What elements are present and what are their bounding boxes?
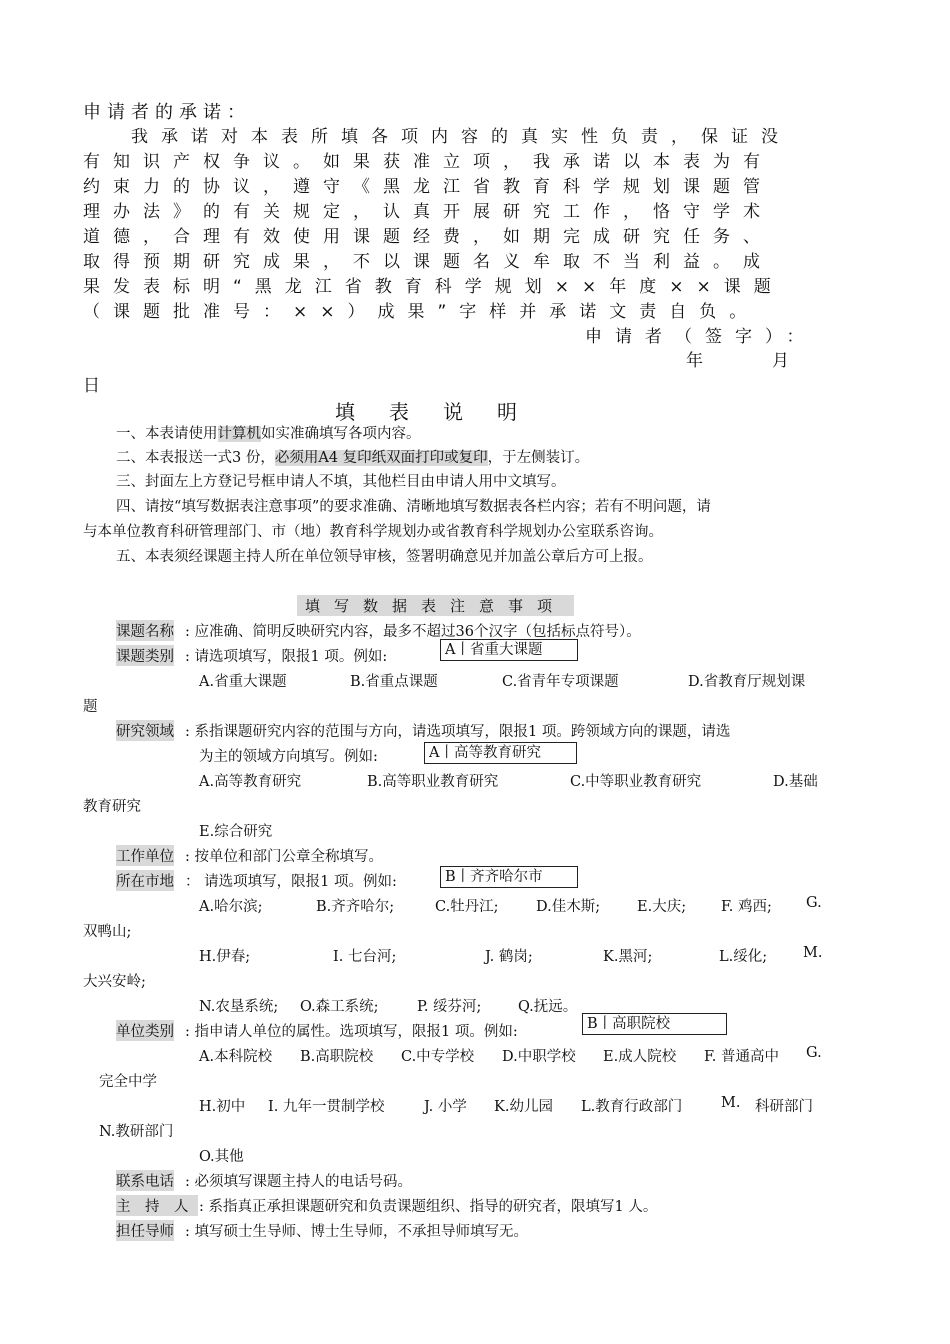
mentor-text: : 填写硕士生导师、博士生导师，不承担导师填写无。: [185, 1224, 528, 1240]
topic-type-option-c: C.省青年专项课题: [502, 674, 619, 690]
city-option-e: E.大庆;: [637, 899, 687, 915]
topic-name-desc: 应准确、简明反映研究内容，最多不超过36个汉字（包括标点符号）。: [194, 624, 641, 640]
city-wrap-2: 大兴安岭;: [83, 974, 146, 990]
unit-type-option-j: J. 小学: [424, 1099, 467, 1115]
unit-type-option-o: O.其他: [199, 1149, 244, 1165]
unit-type-option-c: C.中专学校: [401, 1049, 475, 1065]
unit-type-option-f: F. 普通高中: [704, 1049, 780, 1065]
unit-type-wrap-2: N.教研部门: [99, 1124, 174, 1140]
city-option-l: L.绥化;: [719, 949, 768, 965]
unit-type-option-a: A.本科院校: [199, 1049, 273, 1065]
host-text: : 系指真正承担课题研究和负责课题组织、指导的研究者，限填写1 人。: [199, 1199, 658, 1215]
city-desc: 请选项填写，限报1 项。例如:: [204, 874, 397, 890]
city-option-n: N.农垦系统;: [199, 999, 279, 1015]
instruction-2-pre: 二、本表报送一式3 份，: [116, 450, 275, 466]
topic-type-option-a: A.省重大课题: [199, 674, 287, 690]
unit-type-example-box: B丨高职院校: [582, 1013, 727, 1035]
city-option-a: A.哈尔滨;: [199, 899, 263, 915]
topic-type-label: 课题类别: [116, 645, 174, 666]
unit-type-option-b: B.高职院校: [300, 1049, 374, 1065]
field-option-b: B.高等职业教育研究: [367, 774, 499, 790]
month-label: 月: [772, 351, 789, 371]
instruction-2-highlight: 必须用A4 复印纸双面打印或复印: [274, 450, 488, 466]
city-option-q: Q.抚远。: [518, 999, 578, 1015]
unit-type-option-l: L.教育行政部门: [581, 1099, 683, 1115]
city-label: 所在市地: [116, 870, 174, 891]
instruction-1-highlight: 计算机: [217, 426, 261, 442]
unit-type-option-h: H.初中: [199, 1099, 246, 1115]
city-option-d: D.佳木斯;: [536, 899, 601, 915]
unit-type-option-m: M.: [721, 1095, 741, 1111]
phone-text: : 必须填写课题主持人的电话号码。: [185, 1174, 412, 1190]
instruction-item-3: 三、封面左上方登记号框申请人不填，其他栏目由申请人用中文填写。: [116, 474, 566, 490]
field-option-d: D.基础: [773, 774, 818, 790]
work-unit-label: 工作单位: [116, 845, 174, 866]
unit-type-option-e: E.成人院校: [603, 1049, 677, 1065]
unit-type-label: 单位类别: [116, 1020, 174, 1041]
field-option-c: C.中等职业教育研究: [570, 774, 702, 790]
city-option-o: O.森工系统;: [300, 999, 379, 1015]
topic-type-text: : 请选项填写，限报1 项。例如:: [185, 649, 388, 665]
work-unit-desc: 按单位和部门公章全称填写。: [194, 849, 383, 865]
unit-type-wrap-1: 完全中学: [99, 1074, 157, 1090]
unit-type-option-k: K.幼儿园: [494, 1099, 553, 1115]
year-label: 年: [686, 351, 703, 371]
instruction-item-1: [116, 422, 421, 443]
mentor-label: 担任导师: [116, 1220, 174, 1241]
unit-type-option-g: G.: [806, 1045, 822, 1061]
promise-line-6: 取得预期研究成果，不以课题名义牟取不当利益。成: [83, 252, 773, 272]
topic-type-desc: 请选项填写，限报1 项。例如:: [194, 649, 388, 665]
topic-name-label: 课题名称: [116, 620, 174, 641]
host-desc: 系指真正承担课题研究和负责课题组织、指导的研究者，限填写1 人。: [208, 1199, 658, 1215]
work-unit-text: : 按单位和部门公章全称填写。: [185, 849, 383, 865]
unit-type-text: : 指申请人单位的属性。选项填写，限报1 项。例如:: [185, 1024, 518, 1040]
notes-title: 填写数据表注意事项: [297, 595, 574, 616]
field-option-a: A.高等教育研究: [199, 774, 302, 790]
city-option-k: K.黑河;: [603, 949, 653, 965]
topic-type-option-d: D.省教育厅规划课: [688, 674, 806, 690]
city-example-box: B丨齐齐哈尔市: [440, 866, 578, 888]
topic-type-example-box: A丨省重大课题: [440, 639, 578, 661]
field-label: 研究领域: [116, 720, 174, 741]
field-text-1: : 系指课题研究内容的范围与方向，请选项填写，限报1 项。跨领域方向的课题，请选: [185, 724, 731, 740]
instruction-1-post: 如实准确填写各项内容。: [261, 426, 421, 442]
unit-type-option-i: I. 九年一贯制学校: [268, 1099, 385, 1115]
topic-type-option-b: B.省重点课题: [350, 674, 438, 690]
field-option-e: E.综合研究: [199, 824, 273, 840]
city-text: ： 请选项填写，限报1 项。例如:: [185, 874, 397, 890]
city-option-h: H.伊春;: [199, 949, 251, 965]
city-option-i: I. 七台河;: [333, 949, 397, 965]
city-option-g: G.: [806, 895, 822, 911]
unit-type-desc: 指申请人单位的属性。选项填写，限报1 项。例如:: [194, 1024, 518, 1040]
mentor-desc: 填写硕士生导师、博士生导师，不承担导师填写无。: [194, 1224, 528, 1240]
topic-type-wrap: 题: [83, 699, 98, 715]
promise-line-4: 理办法》的有关规定，认真开展研究工作，恪守学术: [83, 202, 773, 222]
promise-line-3: 约束力的协议，遵守《黑龙江省教育科学规划课题管: [83, 177, 773, 197]
field-text-2: 为主的领域方向填写。例如:: [199, 749, 378, 765]
field-desc-1: 系指课题研究内容的范围与方向，请选项填写，限报1 项。跨领域方向的课题，请选: [194, 724, 731, 740]
promise-line-2: 有知识产权争议。如果获准立项，我承诺以本表为有: [83, 152, 773, 172]
city-option-m: M.: [803, 945, 823, 961]
phone-desc: 必须填写课题主持人的电话号码。: [194, 1174, 412, 1190]
unit-type-option-m-text: 科研部门: [755, 1099, 813, 1115]
promise-line-5: 道德，合理有效使用课题经费，如期完成研究任务、: [83, 227, 773, 247]
signature-label: 申请者（签字）：: [585, 327, 817, 347]
instruction-item-5: 五、本表须经课题主持人所在单位领导审核，签署明确意见并加盖公章后方可上报。: [116, 549, 653, 565]
promise-heading: 申请者的承诺：: [83, 102, 251, 123]
day-label: 日: [83, 376, 100, 396]
instruction-1-pre: 一、本表请使用: [116, 426, 218, 442]
field-example-box: A丨高等教育研究: [424, 742, 577, 764]
instruction-item-2: [116, 446, 589, 467]
field-wrap: 教育研究: [83, 799, 141, 815]
host-label: 主 持 人: [116, 1195, 198, 1216]
phone-label: 联系电话: [116, 1170, 174, 1191]
instruction-2-post: ，于左侧装订。: [487, 450, 590, 466]
city-option-c: C.牡丹江;: [435, 899, 499, 915]
unit-type-option-d: D.中职学校: [502, 1049, 576, 1065]
instruction-item-4-line-2: 与本单位教育科研管理部门、市（地）教育科学规划办或省教育科学规划办公室联系咨询。: [83, 524, 663, 540]
city-option-j: J. 鹤岗;: [485, 949, 533, 965]
instructions-title: 填表说明: [335, 400, 551, 424]
city-option-b: B.齐齐哈尔;: [316, 899, 395, 915]
promise-line-7: 果发表标明“黑龙江省教育科学规划××年度××课题: [83, 277, 784, 297]
promise-line-1: 我承诺对本表所填各项内容的真实性负责，保证没: [131, 127, 791, 147]
instruction-item-4-line-1: 四、请按“填写数据表注意事项”的要求准确、清晰地填写数据表各栏内容；若有不明问题，请: [116, 499, 711, 515]
city-option-f: F. 鸡西;: [721, 899, 772, 915]
topic-name-text: : 应准确、简明反映研究内容，最多不超过36个汉字（包括标点符号）。: [185, 624, 641, 640]
promise-line-8: （课题批准号：××）成果”字样并承诺文责自负。: [83, 302, 760, 322]
city-wrap-1: 双鸭山;: [83, 924, 132, 940]
city-option-p: P. 绥芬河;: [417, 999, 482, 1015]
